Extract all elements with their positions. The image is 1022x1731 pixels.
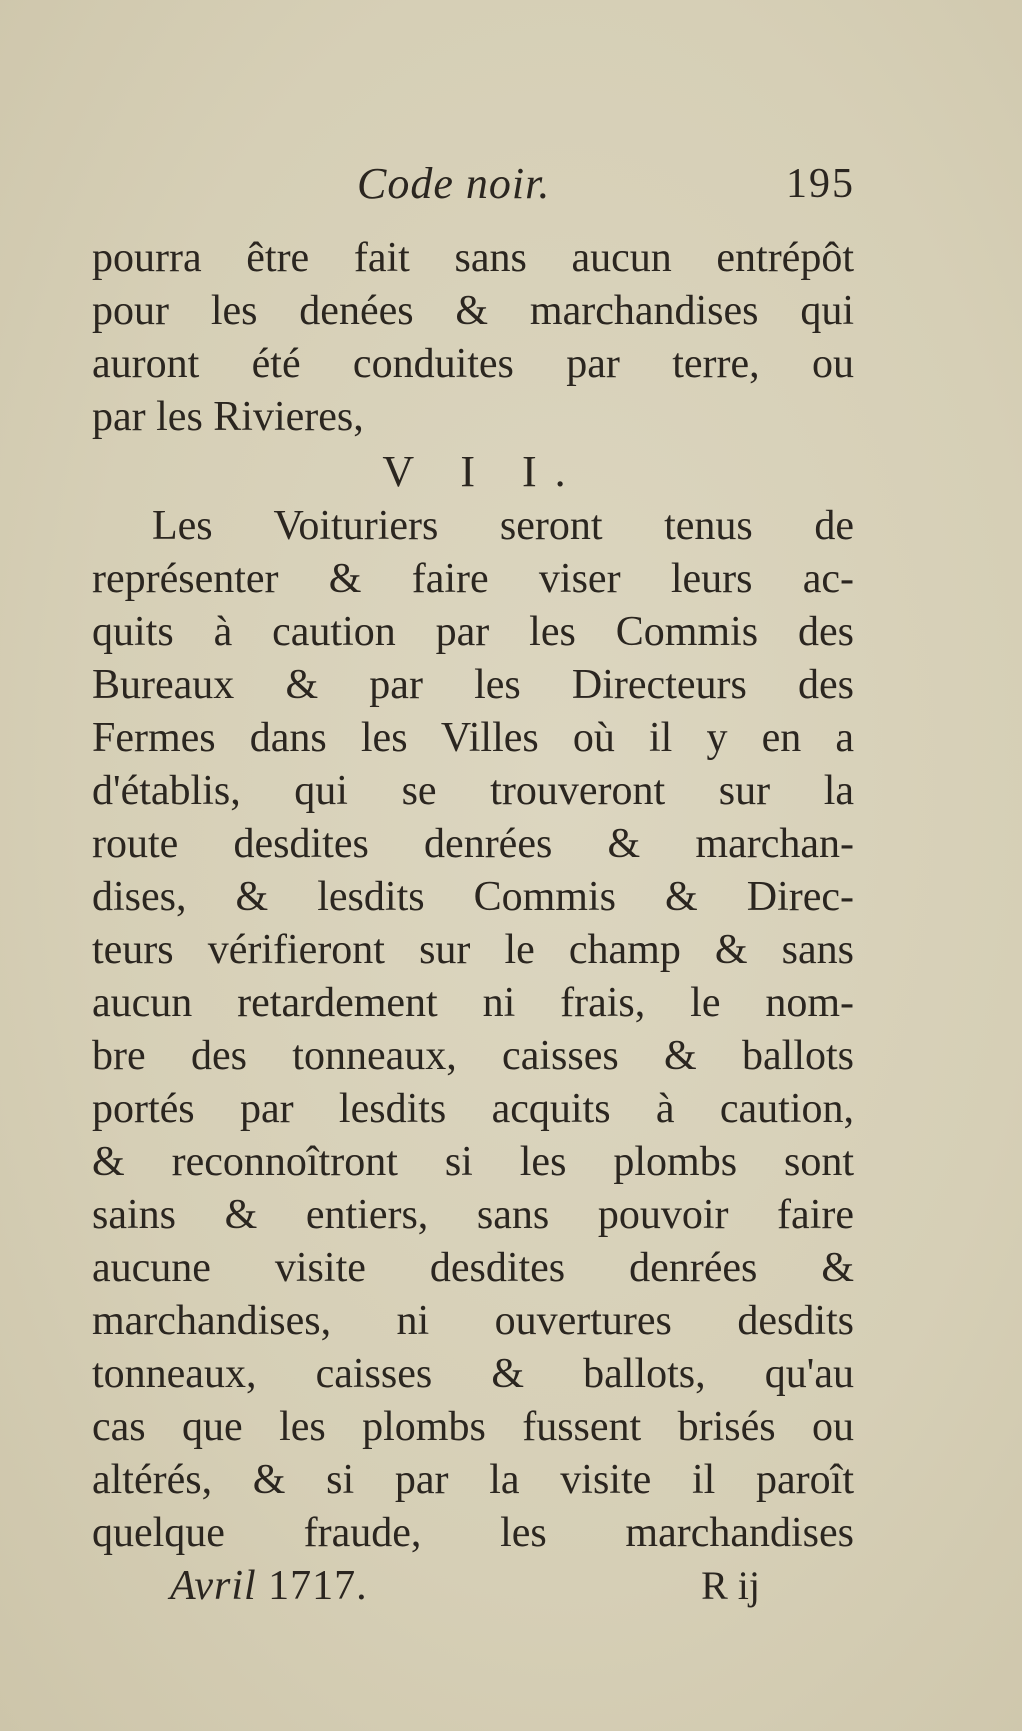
page-header xyxy=(95,158,855,218)
footer-date xyxy=(170,1562,368,1610)
article-number: V I I. xyxy=(382,447,584,496)
running-title: Code noir. xyxy=(357,159,551,208)
text-line: quelque fraude, les marchandises xyxy=(92,1510,854,1556)
text-line: route desdites denrées & marchan- xyxy=(92,821,854,867)
signature-mark: R ij xyxy=(701,1563,760,1608)
text-line: bre des tonneaux, caisses & ballots xyxy=(92,1033,854,1079)
text-line: aucune visite desdites denrées & xyxy=(92,1245,854,1291)
text-line: Bureaux & par les Directeurs des xyxy=(92,662,854,708)
text-line: d'établis, qui se trouveront sur la xyxy=(92,768,854,814)
text-line: auront été conduites par terre, ou xyxy=(92,341,854,387)
text-line: portés par lesdits acquits à caution, xyxy=(92,1086,854,1132)
text-line: aucun retardement ni frais, le nom- xyxy=(92,980,854,1026)
text-line: par les Rivieres, xyxy=(92,394,364,440)
footer-month: Avril xyxy=(170,1563,257,1609)
text-line: sains & entiers, sans pouvoir faire xyxy=(92,1192,854,1238)
footer-year: 1717. xyxy=(268,1563,368,1609)
text-line: représenter & faire viser leurs ac- xyxy=(92,556,854,602)
page-footer xyxy=(170,1562,760,1622)
text-line: Les Voituriers seront tenus de xyxy=(152,503,854,549)
text-line: tonneaux, caisses & ballots, qu'au xyxy=(92,1351,854,1397)
text-line: pour les denées & marchandises qui xyxy=(92,288,854,334)
body-text xyxy=(92,232,854,1560)
text-line: teurs vérifieront sur le champ & sans xyxy=(92,927,854,973)
text-line: & reconnoîtront si les plombs sont xyxy=(92,1139,854,1185)
text-line: cas que les plombs fussent brisés ou xyxy=(92,1404,854,1450)
page-number: 195 xyxy=(786,161,855,207)
text-line: dises, & lesdits Commis & Direc- xyxy=(92,874,854,920)
text-line: altérés, & si par la visite il paroît xyxy=(92,1457,854,1503)
text-line: Fermes dans les Villes où il y en a xyxy=(92,715,854,761)
text-line: pourra être fait sans aucun entrépôt xyxy=(92,235,854,281)
text-line: quits à caution par les Commis des xyxy=(92,609,854,655)
text-line: marchandises, ni ouvertures desdits xyxy=(92,1298,854,1344)
